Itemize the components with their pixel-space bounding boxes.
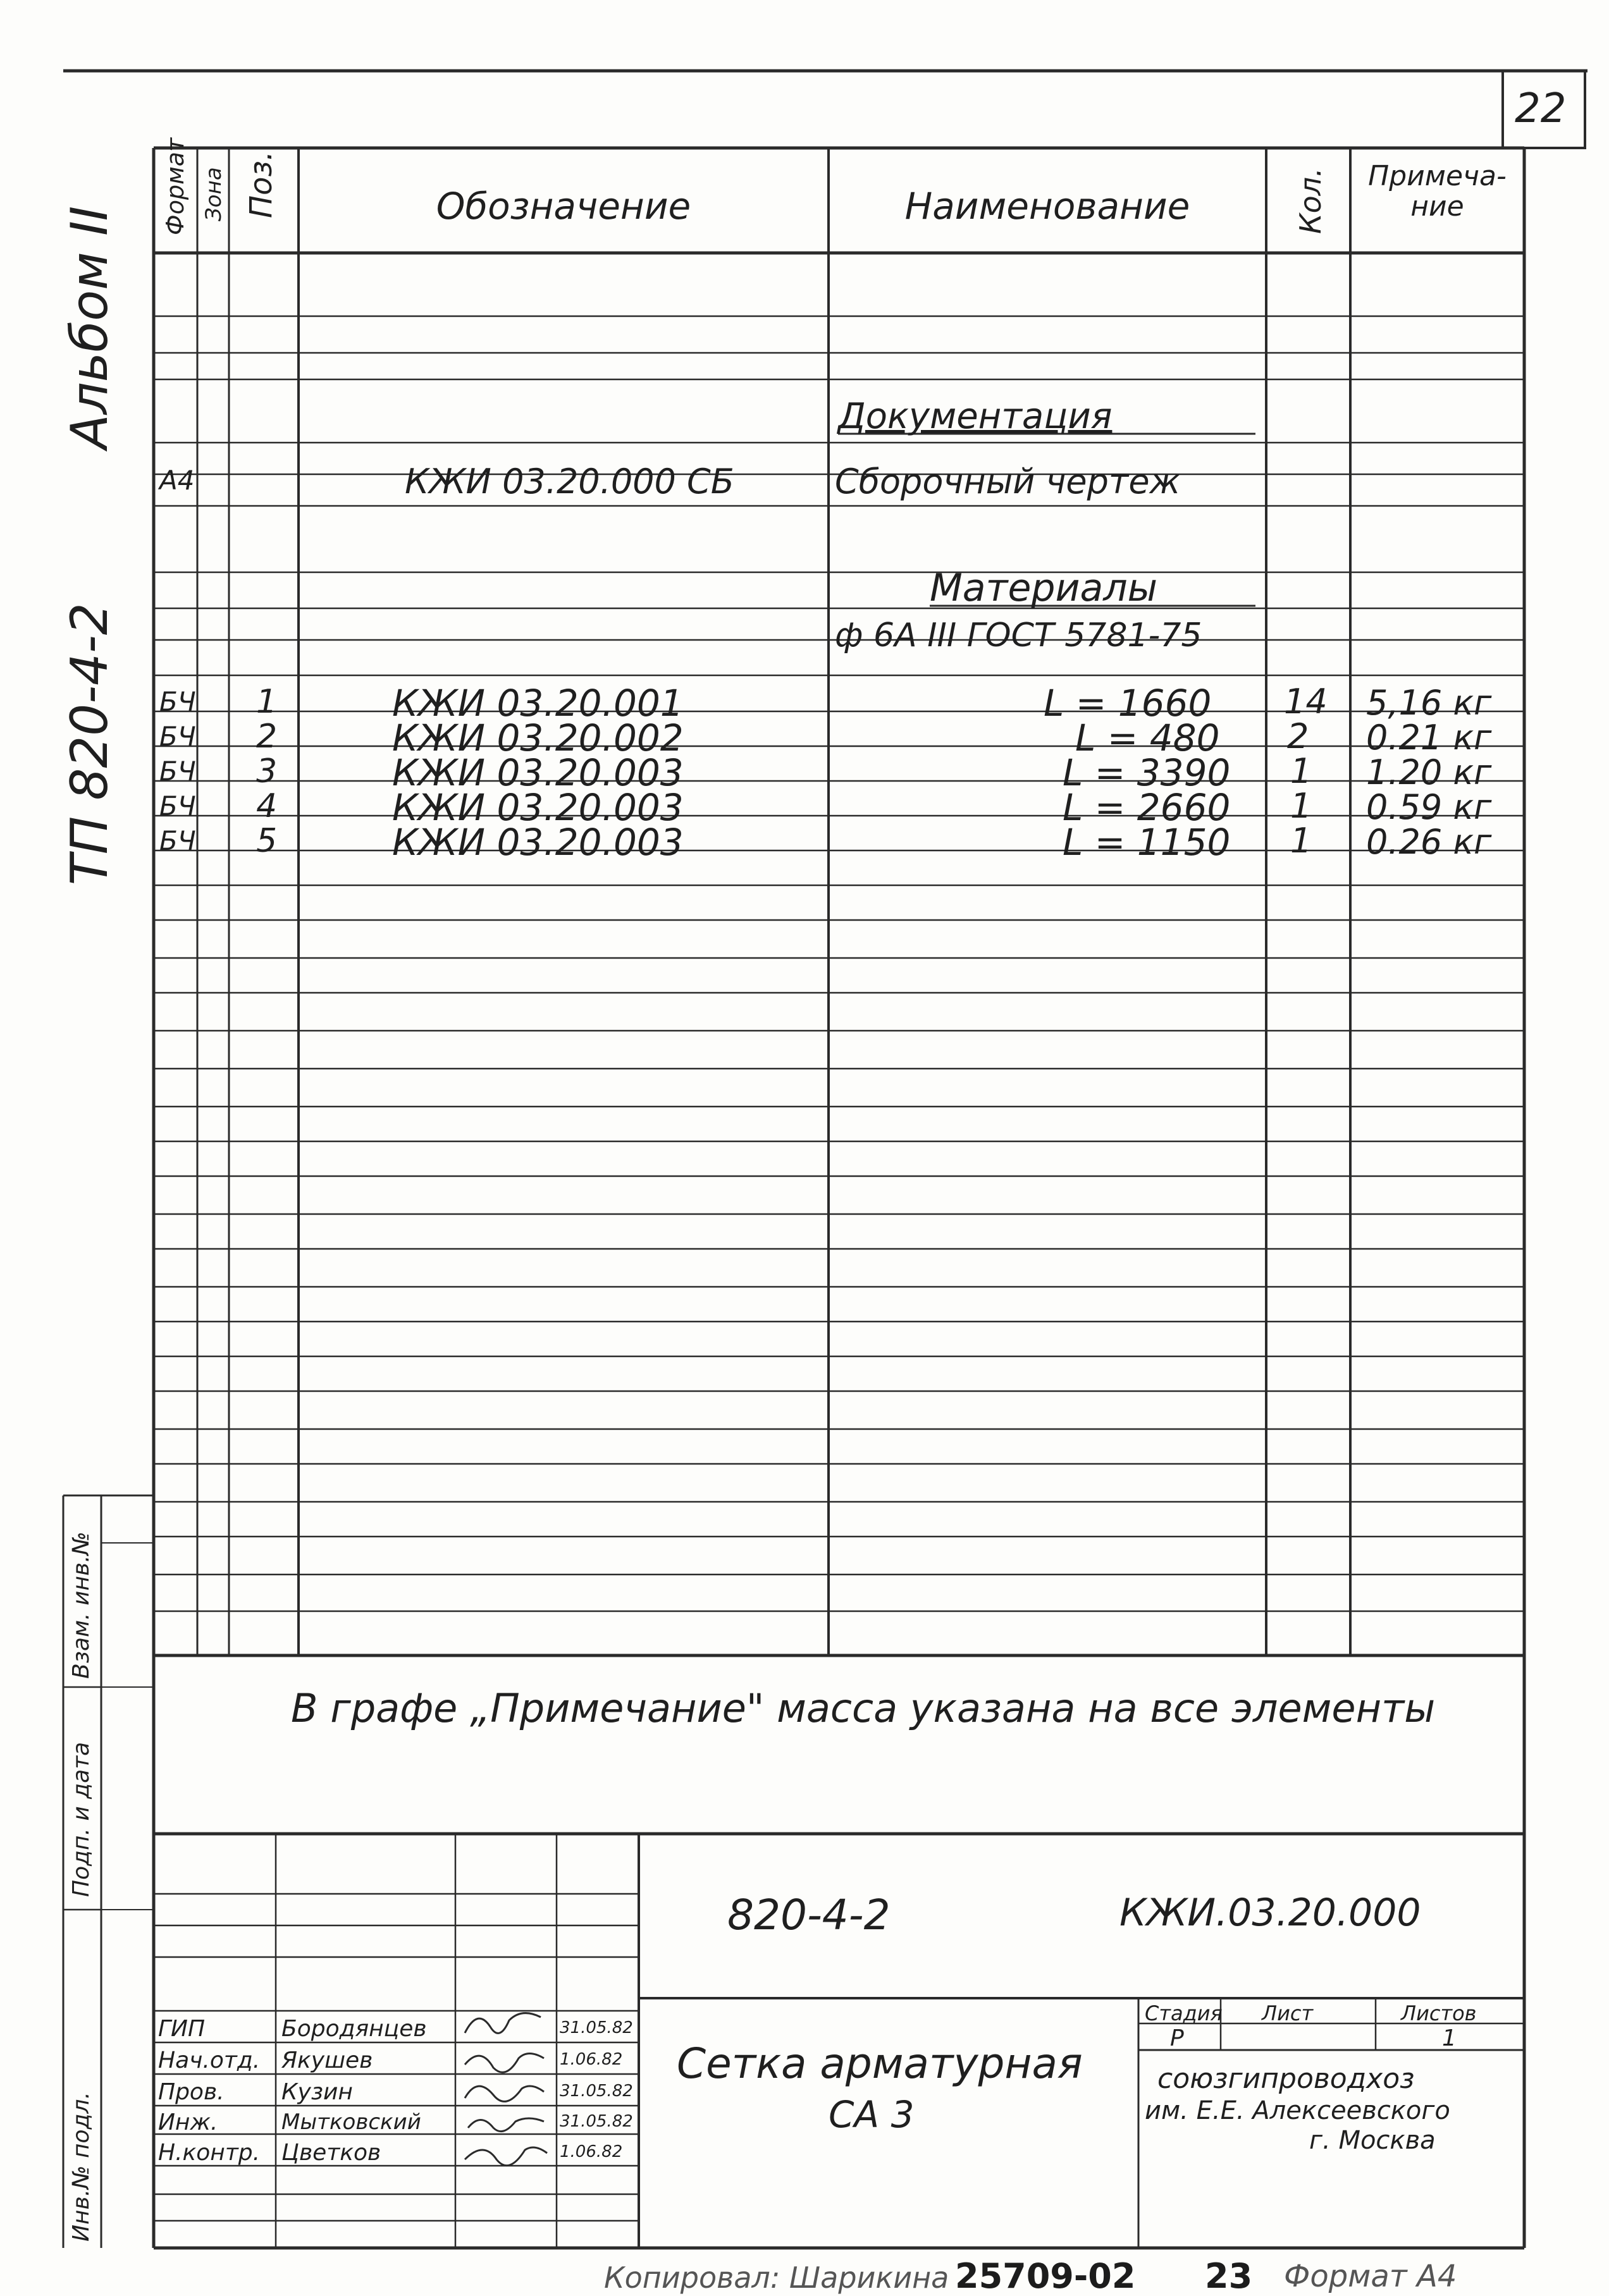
margin-podp-data: Подп. и дата	[68, 1741, 94, 1897]
row-qty: 1	[1290, 751, 1312, 791]
row-pos: 3	[256, 752, 278, 790]
org-line3: г. Москва	[1309, 2126, 1436, 2155]
drawing-title-line2: СА 3	[829, 2093, 915, 2136]
row-pos: 2	[256, 718, 278, 756]
project-code: 820-4-2	[727, 1891, 891, 1939]
row-format: БЧ	[159, 686, 196, 717]
person-name: Кузин	[281, 2079, 353, 2105]
person-name: Цветков	[281, 2140, 381, 2166]
person-role: Инж.	[158, 2109, 218, 2135]
section-materials: Материалы	[930, 566, 1157, 610]
org-line1: союзгипроводхоз	[1157, 2063, 1415, 2095]
listov-label: Листов	[1401, 2001, 1477, 2025]
format-label: Формат А4	[1284, 2259, 1457, 2294]
person-date: 1.06.82	[560, 2142, 623, 2161]
row-pos: 1	[256, 683, 278, 721]
row-length: L = 480	[1075, 716, 1220, 759]
row-length: L = 2660	[1063, 786, 1231, 829]
material-spec: ф 6А III ГОСТ 5781-75	[835, 617, 1202, 654]
listov-value: 1	[1442, 2025, 1457, 2051]
margin-inv-podl: Инв.№ подл.	[68, 2092, 94, 2242]
row-length: L = 3390	[1063, 751, 1231, 794]
person-name: Мытковский	[281, 2109, 421, 2135]
header-pos: Поз.	[244, 150, 279, 218]
row-name: Сборочный чертеж	[835, 462, 1181, 501]
row-designation: КЖИ 03.20.000 СБ	[405, 462, 734, 501]
person-date: 31.05.82	[560, 2112, 633, 2131]
row-qty: 14	[1284, 682, 1328, 721]
row-note: 1.20 кг	[1366, 752, 1492, 792]
person-name: Бородянцев	[281, 2016, 427, 2042]
header-format: Формат	[161, 137, 189, 235]
row-note: 5,16 кг	[1366, 683, 1492, 723]
row-format: А4	[159, 465, 195, 496]
person-role: Н.контр.	[158, 2140, 261, 2166]
row-length: L = 1150	[1063, 821, 1231, 864]
sheet-number: 22	[1515, 85, 1567, 132]
section-documentation: Документация	[838, 396, 1113, 437]
row-note: 0.21 кг	[1366, 718, 1492, 758]
stadia-value: Р	[1170, 2025, 1184, 2051]
order-number: 25709-02	[955, 2256, 1136, 2296]
person-role: Пров.	[158, 2079, 225, 2105]
person-date: 31.05.82	[560, 2082, 633, 2101]
row-format: БЧ	[159, 790, 196, 821]
stadia-label: Стадия	[1145, 2001, 1223, 2025]
page-number: 23	[1205, 2256, 1253, 2296]
row-format: БЧ	[159, 756, 196, 787]
list-label: Лист	[1262, 2001, 1314, 2025]
person-date: 31.05.82	[560, 2018, 633, 2037]
row-pos: 5	[256, 822, 278, 860]
doc-code: КЖИ.03.20.000	[1119, 1891, 1421, 1935]
row-length: L = 1660	[1044, 682, 1212, 725]
row-format: БЧ	[159, 825, 196, 856]
header-qty: Кол.	[1293, 168, 1328, 234]
person-role: Нач.отд.	[158, 2047, 261, 2073]
header-designation: Обозначение	[436, 185, 691, 228]
header-note: Примеча-ние	[1368, 160, 1507, 223]
row-designation: КЖИ 03.20.001	[392, 682, 684, 725]
signature-scribbles	[465, 2013, 547, 2166]
row-qty: 1	[1290, 786, 1312, 826]
row-designation: КЖИ 03.20.003	[392, 786, 684, 829]
person-role: ГИП	[158, 2016, 206, 2042]
row-designation: КЖИ 03.20.002	[392, 716, 684, 759]
row-format: БЧ	[159, 721, 196, 752]
row-designation: КЖИ 03.20.003	[392, 751, 684, 794]
drawing-title-line1: Сетка арматурная	[677, 2039, 1083, 2088]
album-label: Альбом II	[60, 206, 119, 449]
row-pos: 4	[256, 787, 278, 825]
row-note: 0.59 кг	[1366, 787, 1492, 827]
header-name: Наименование	[904, 185, 1190, 228]
row-designation: КЖИ 03.20.003	[392, 821, 684, 864]
project-side-label: ТП 820-4-2	[60, 603, 119, 885]
row-qty: 2	[1287, 716, 1309, 756]
copied-by: Копировал: Шарикина	[604, 2261, 949, 2295]
row-qty: 1	[1290, 821, 1312, 861]
org-line2: им. Е.Е. Алексеевского	[1145, 2096, 1450, 2125]
footnote: В графе „Примечание" масса указана на все элементы	[291, 1685, 1436, 1731]
person-date: 1.06.82	[560, 2050, 623, 2069]
header-zone: Зона	[201, 167, 226, 221]
margin-vzam-inv: Взам. инв.№	[68, 1532, 94, 1679]
person-name: Якушев	[281, 2047, 373, 2073]
row-note: 0.26 кг	[1366, 822, 1492, 862]
